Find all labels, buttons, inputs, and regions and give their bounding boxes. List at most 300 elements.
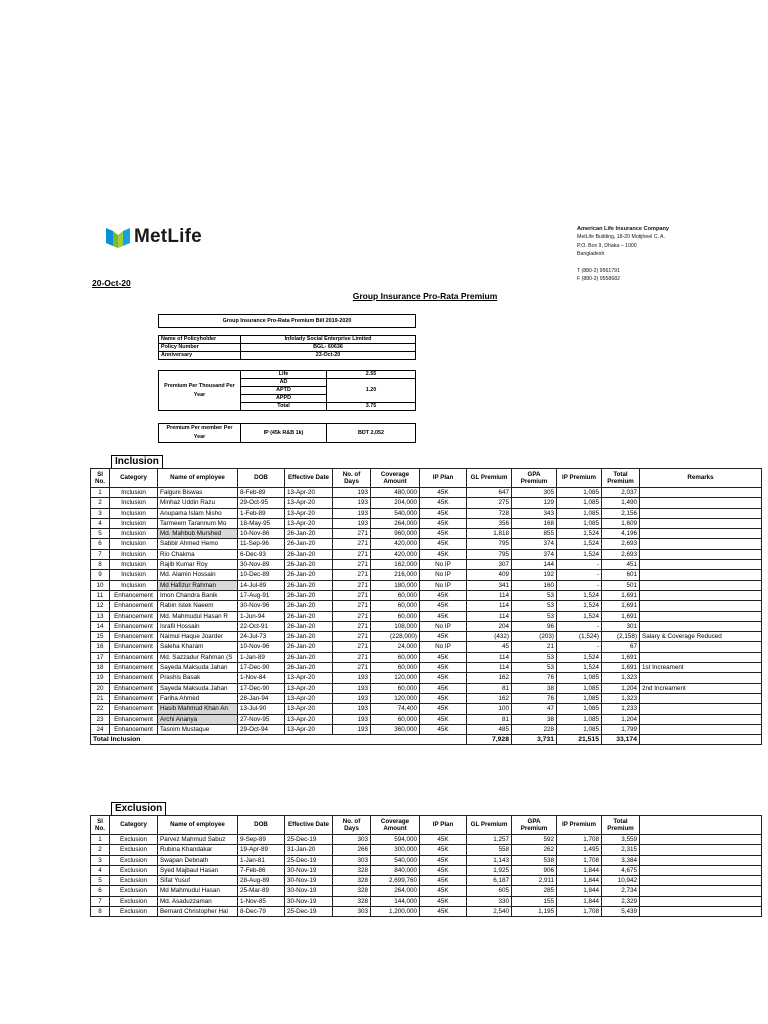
cell-remarks: 2nd Increament <box>640 683 762 693</box>
cell-coverage-amount: 2,699,760 <box>371 876 420 886</box>
cell-sl-no: 1 <box>91 835 110 845</box>
cell-effective-date: 13-Apr-20 <box>285 498 333 508</box>
cell-total-premium: 3,384 <box>602 855 640 865</box>
cell-ip-plan: 45K <box>420 845 467 855</box>
cell-ip-plan: 45K <box>420 704 467 714</box>
cell-employee-name: Archi Ananya <box>158 714 238 724</box>
cell-dob: 29-Oct-94 <box>238 724 285 734</box>
cell-remarks <box>640 518 762 528</box>
header-sl-no: Sl No. <box>91 469 110 488</box>
cell-category: Inclusion <box>110 549 158 559</box>
cell-employee-name: Bernard Christopher Hal <box>158 907 238 917</box>
exclusion-section-label: Exclusion <box>111 802 166 816</box>
cell-effective-date: 13-Apr-20 <box>285 693 333 703</box>
cell-employee-name: Parvez Mahmud Sabuz <box>158 835 238 845</box>
cell-effective-date: 25-Dec-19 <box>285 855 333 865</box>
cell-gl-premium: 114 <box>467 663 512 673</box>
cell-coverage-amount: 120,000 <box>371 693 420 703</box>
table-row <box>91 704 762 714</box>
cell-gpa-premium: 53 <box>512 611 557 621</box>
cell-coverage-amount: (228,000) <box>371 632 420 642</box>
cell-ip-plan: No IP <box>420 560 467 570</box>
cell-effective-date: 26-Jan-20 <box>285 560 333 570</box>
cell-sl-no: 22 <box>91 704 110 714</box>
cell-coverage-amount: 840,000 <box>371 865 420 875</box>
cell-dob: 30-Nov-89 <box>238 560 285 570</box>
cell-no-of-days: 271 <box>333 570 371 580</box>
table-row <box>91 632 762 642</box>
cell-remarks <box>640 498 762 508</box>
cell-gl-premium: 275 <box>467 498 512 508</box>
cell-total-premium: 1,233 <box>602 704 640 714</box>
cell-ip-plan: 45K <box>420 498 467 508</box>
cell-gpa-premium: 305 <box>512 488 557 498</box>
cell-sl-no: 3 <box>91 508 110 518</box>
cell-effective-date: 13-Apr-20 <box>285 518 333 528</box>
cell-coverage-amount: 60,000 <box>371 611 420 621</box>
cell-gpa-premium: 285 <box>512 886 557 896</box>
cell-effective-date: 26-Jan-20 <box>285 621 333 631</box>
cell-ip-plan: No IP <box>420 570 467 580</box>
cell-effective-date: 26-Jan-20 <box>285 642 333 652</box>
cell-gl-premium: 45 <box>467 642 512 652</box>
cell-sl-no: 6 <box>91 886 110 896</box>
cell-dob: 14-Jul-89 <box>238 580 285 590</box>
cell-effective-date: 30-Nov-19 <box>285 896 333 906</box>
cell-dob: 24-Jul-73 <box>238 632 285 642</box>
cell-category: Exclusion <box>110 907 158 917</box>
cell-category: Enhancement <box>110 642 158 652</box>
cell-remarks <box>640 865 762 875</box>
header-total-premium: Total Premium <box>602 469 640 488</box>
cell-gl-premium: 162 <box>467 693 512 703</box>
cell-remarks <box>640 549 762 559</box>
table-row <box>91 621 762 631</box>
total-ip-premium: 21,515 <box>557 735 602 745</box>
cell-coverage-amount: 420,000 <box>371 539 420 549</box>
cell-remarks <box>640 835 762 845</box>
cell-no-of-days: 193 <box>333 673 371 683</box>
cell-dob: 1-Nov-84 <box>238 673 285 683</box>
cell-no-of-days: 271 <box>333 621 371 631</box>
table-row <box>91 855 762 865</box>
cell-sl-no: 4 <box>91 518 110 528</box>
cell-sl-no: 6 <box>91 539 110 549</box>
cell-effective-date: 25-Dec-19 <box>285 835 333 845</box>
inclusion-header-row <box>91 469 762 488</box>
cell-no-of-days: 328 <box>333 896 371 906</box>
cell-no-of-days: 193 <box>333 714 371 724</box>
cell-effective-date: 26-Jan-20 <box>285 549 333 559</box>
cell-remarks: 1st Increament <box>640 663 762 673</box>
cell-total-premium: 1,323 <box>602 693 640 703</box>
cell-ip-plan: 45K <box>420 549 467 559</box>
cell-coverage-amount: 74,400 <box>371 704 420 714</box>
cell-ip-plan: 45K <box>420 663 467 673</box>
cell-remarks: Salary & Coverage Reduced <box>640 632 762 642</box>
table-row <box>91 601 762 611</box>
table-row <box>91 560 762 570</box>
policy-value: 23-Oct-20 <box>241 352 416 360</box>
cell-gpa-premium: 47 <box>512 704 557 714</box>
cell-remarks <box>640 611 762 621</box>
cell-ip-plan: 45K <box>420 508 467 518</box>
cell-gl-premium: 6,187 <box>467 876 512 886</box>
cell-sl-no: 8 <box>91 907 110 917</box>
cell-effective-date: 13-Apr-20 <box>285 683 333 693</box>
rate-value: 1.20 <box>327 379 416 403</box>
cell-coverage-amount: 420,000 <box>371 549 420 559</box>
cell-employee-name: Swapan Debnath <box>158 855 238 865</box>
cell-total-premium: 2,329 <box>602 896 640 906</box>
cell-effective-date: 31-Jan-20 <box>285 845 333 855</box>
cell-employee-name: Md Hafizur Rahman <box>158 580 238 590</box>
cell-no-of-days: 328 <box>333 886 371 896</box>
cell-gpa-premium: 96 <box>512 621 557 631</box>
address-line: MetLife Building, 18-20 Motijheel C. A. <box>577 234 665 241</box>
cell-total-premium: 1,799 <box>602 724 640 734</box>
cell-employee-name: Fariha Ahmed <box>158 693 238 703</box>
cell-no-of-days: 271 <box>333 601 371 611</box>
cell-coverage-amount: 1,200,000 <box>371 907 420 917</box>
header-ip-premium: IP Premium <box>557 816 602 835</box>
cell-no-of-days: 271 <box>333 632 371 642</box>
cell-total-premium: 3,559 <box>602 835 640 845</box>
cell-effective-date: 13-Apr-20 <box>285 488 333 498</box>
cell-ip-plan: 45K <box>420 835 467 845</box>
cell-total-premium: 2,734 <box>602 886 640 896</box>
cell-dob: 6-Dec-93 <box>238 549 285 559</box>
total-gl-premium: 7,928 <box>467 735 512 745</box>
cell-category: Inclusion <box>110 570 158 580</box>
cell-gl-premium: 114 <box>467 601 512 611</box>
cell-ip-premium: - <box>557 642 602 652</box>
cell-employee-name: Sayeda Maksuda Jahan <box>158 683 238 693</box>
policy-value: Infolady Social Enterprise Limited <box>241 336 416 344</box>
cell-gpa-premium: 38 <box>512 714 557 724</box>
rate-name: APTD <box>241 387 327 395</box>
cell-coverage-amount: 60,000 <box>371 601 420 611</box>
cell-effective-date: 13-Apr-20 <box>285 508 333 518</box>
cell-no-of-days: 328 <box>333 865 371 875</box>
cell-gl-premium: 605 <box>467 886 512 896</box>
cell-ip-premium: 1,085 <box>557 673 602 683</box>
cell-ip-premium: 1,085 <box>557 724 602 734</box>
cell-dob: 17-Aug-91 <box>238 590 285 600</box>
cell-gpa-premium: 192 <box>512 570 557 580</box>
cell-total-premium: 1,691 <box>602 611 640 621</box>
table-row <box>91 652 762 662</box>
cell-dob: 1-Jan-81 <box>238 855 285 865</box>
table-row <box>91 673 762 683</box>
cell-effective-date: 26-Jan-20 <box>285 601 333 611</box>
cell-gpa-premium: 538 <box>512 855 557 865</box>
policy-row <box>159 352 416 360</box>
cell-ip-premium: - <box>557 560 602 570</box>
cell-dob: 8-Dec-79 <box>238 907 285 917</box>
cell-no-of-days: 271 <box>333 590 371 600</box>
premium-per-thousand-box <box>158 370 416 411</box>
cell-ip-premium: 1,708 <box>557 855 602 865</box>
cell-ip-premium: 1,708 <box>557 907 602 917</box>
cell-employee-name: Tarmeem Tarannum Mo <box>158 518 238 528</box>
cell-effective-date: 25-Dec-19 <box>285 907 333 917</box>
cell-employee-name: Sabbir Ahmed Hemo <box>158 539 238 549</box>
cell-sl-no: 4 <box>91 865 110 875</box>
cell-category: Inclusion <box>110 580 158 590</box>
cell-sl-no: 13 <box>91 611 110 621</box>
cell-remarks <box>640 855 762 865</box>
cell-effective-date: 13-Apr-20 <box>285 724 333 734</box>
policy-label: Anniversary <box>159 352 241 360</box>
rate-name: AD <box>241 379 327 387</box>
cell-gl-premium: 100 <box>467 704 512 714</box>
cell-category: Enhancement <box>110 590 158 600</box>
cell-sl-no: 1 <box>91 488 110 498</box>
cell-remarks <box>640 886 762 896</box>
cell-dob: 18-May-95 <box>238 518 285 528</box>
cell-no-of-days: 271 <box>333 560 371 570</box>
header-ip-premium: IP Premium <box>557 469 602 488</box>
total-row <box>91 735 762 745</box>
address-line: P.O. Box 9, Dhaka – 1000 <box>577 242 637 249</box>
cell-remarks <box>640 652 762 662</box>
phone-line: T (880-2) 9561791 <box>577 268 620 275</box>
table-row <box>91 590 762 600</box>
cell-gl-premium: 341 <box>467 580 512 590</box>
cell-total-premium: 1,691 <box>602 652 640 662</box>
policy-value: BGL- 60636 <box>241 344 416 352</box>
cell-sl-no: 3 <box>91 855 110 865</box>
cell-ip-premium: 1,524 <box>557 611 602 621</box>
cell-no-of-days: 193 <box>333 518 371 528</box>
table-row <box>91 508 762 518</box>
cell-ip-premium: 1,844 <box>557 865 602 875</box>
table-row <box>91 549 762 559</box>
cell-employee-name: Imon Chandra Banik <box>158 590 238 600</box>
cell-gpa-premium: 53 <box>512 652 557 662</box>
cell-category: Enhancement <box>110 683 158 693</box>
cell-coverage-amount: 360,000 <box>371 724 420 734</box>
cell-ip-premium: (1,524) <box>557 632 602 642</box>
cell-ip-premium: - <box>557 621 602 631</box>
header-category: Category <box>110 816 158 835</box>
cell-no-of-days: 266 <box>333 845 371 855</box>
cell-ip-plan: 45K <box>420 683 467 693</box>
rate-name: Total <box>241 403 327 411</box>
cell-ip-plan: 45K <box>420 865 467 875</box>
table-row <box>91 539 762 549</box>
header-gl-premium: GL Premium <box>467 816 512 835</box>
cell-total-premium: 2,693 <box>602 539 640 549</box>
cell-ip-premium: 1,708 <box>557 835 602 845</box>
table-row <box>91 570 762 580</box>
cell-remarks <box>640 539 762 549</box>
cell-gpa-premium: 262 <box>512 845 557 855</box>
cell-gpa-premium: 160 <box>512 580 557 590</box>
premium-per-thousand-label: Premium Per Thousand Per Year <box>159 371 241 411</box>
cell-dob: 22-Oct-91 <box>238 621 285 631</box>
header-effective-date: Effective Date <box>285 469 333 488</box>
cell-gpa-premium: 228 <box>512 724 557 734</box>
cell-no-of-days: 303 <box>333 835 371 845</box>
cell-no-of-days: 271 <box>333 652 371 662</box>
cell-ip-premium: 1,524 <box>557 652 602 662</box>
cell-total-premium: 1,609 <box>602 518 640 528</box>
fax-line: F (880-2) 9558682 <box>577 276 620 283</box>
table-row <box>91 488 762 498</box>
cell-effective-date: 26-Jan-20 <box>285 590 333 600</box>
cell-coverage-amount: 204,000 <box>371 498 420 508</box>
exclusion-table <box>90 815 762 917</box>
table-row <box>91 886 762 896</box>
cell-total-premium: 1,204 <box>602 714 640 724</box>
table-row <box>91 663 762 673</box>
cell-employee-name: Md Mahmudul Hasan <box>158 886 238 896</box>
company-address <box>577 225 669 284</box>
cell-ip-plan: 45K <box>420 876 467 886</box>
cell-gl-premium: 2,540 <box>467 907 512 917</box>
cell-gl-premium: (432) <box>467 632 512 642</box>
cell-no-of-days: 193 <box>333 724 371 734</box>
cell-dob: 30-Nov-96 <box>238 601 285 611</box>
cell-ip-plan: 45K <box>420 488 467 498</box>
cell-ip-premium: 1,085 <box>557 508 602 518</box>
cell-category: Exclusion <box>110 896 158 906</box>
cell-category: Enhancement <box>110 724 158 734</box>
cell-effective-date: 30-Nov-19 <box>285 886 333 896</box>
cell-total-premium: 501 <box>602 580 640 590</box>
cell-category: Inclusion <box>110 560 158 570</box>
cell-ip-premium: 1,085 <box>557 518 602 528</box>
cell-remarks <box>640 896 762 906</box>
document-date: 20-Oct-20 <box>92 278 131 288</box>
cell-sl-no: 2 <box>91 498 110 508</box>
cell-ip-premium: 1,844 <box>557 896 602 906</box>
cell-ip-premium: 1,524 <box>557 590 602 600</box>
cell-effective-date: 26-Jan-20 <box>285 632 333 642</box>
metlife-logo-icon <box>106 226 130 248</box>
cell-gpa-premium: 38 <box>512 683 557 693</box>
cell-category: Enhancement <box>110 621 158 631</box>
document-title: Group Insurance Pro-Rata Premium <box>352 291 498 301</box>
table-row <box>91 529 762 539</box>
cell-dob: 10-Dec-89 <box>238 570 285 580</box>
cell-gpa-premium: 168 <box>512 518 557 528</box>
cell-effective-date: 30-Nov-19 <box>285 876 333 886</box>
cell-category: Enhancement <box>110 611 158 621</box>
cell-ip-plan: 45K <box>420 652 467 662</box>
cell-total-premium: 1,691 <box>602 663 640 673</box>
cell-coverage-amount: 594,000 <box>371 835 420 845</box>
cell-gl-premium: 409 <box>467 570 512 580</box>
cell-gl-premium: 81 <box>467 683 512 693</box>
cell-gpa-premium: 53 <box>512 590 557 600</box>
cell-sl-no: 5 <box>91 876 110 886</box>
cell-dob: 17-Dec-90 <box>238 683 285 693</box>
cell-coverage-amount: 120,000 <box>371 673 420 683</box>
cell-total-premium: 4,675 <box>602 865 640 875</box>
table-row <box>91 896 762 906</box>
cell-no-of-days: 271 <box>333 663 371 673</box>
cell-no-of-days: 271 <box>333 580 371 590</box>
cell-total-premium: 2,156 <box>602 508 640 518</box>
cell-category: Enhancement <box>110 704 158 714</box>
cell-total-premium: 10,942 <box>602 876 640 886</box>
cell-category: Enhancement <box>110 652 158 662</box>
cell-remarks <box>640 673 762 683</box>
cell-ip-premium: 1,524 <box>557 601 602 611</box>
header-remarks: Remarks <box>640 469 762 488</box>
cell-coverage-amount: 216,000 <box>371 570 420 580</box>
premium-per-member-value: BDT 2,052 <box>327 424 416 443</box>
cell-ip-plan: 45K <box>420 724 467 734</box>
cell-coverage-amount: 60,000 <box>371 714 420 724</box>
cell-ip-plan: 45K <box>420 611 467 621</box>
table-row <box>91 724 762 734</box>
cell-category: Inclusion <box>110 508 158 518</box>
cell-gpa-premium: 1,195 <box>512 907 557 917</box>
table-row <box>91 876 762 886</box>
cell-sl-no: 16 <box>91 642 110 652</box>
cell-remarks <box>640 845 762 855</box>
company-name: American Life Insurance Company <box>577 226 670 232</box>
cell-dob: 29-Oct-95 <box>238 498 285 508</box>
cell-ip-plan: 45K <box>420 632 467 642</box>
cell-gpa-premium: 855 <box>512 529 557 539</box>
cell-gpa-premium: 592 <box>512 835 557 845</box>
cell-employee-name: Sifat Yusuf <box>158 876 238 886</box>
cell-ip-plan: 45K <box>420 673 467 683</box>
cell-ip-plan: 45K <box>420 518 467 528</box>
cell-total-premium: 301 <box>602 621 640 631</box>
cell-coverage-amount: 540,000 <box>371 508 420 518</box>
cell-coverage-amount: 960,000 <box>371 529 420 539</box>
cell-gl-premium: 1,257 <box>467 835 512 845</box>
cell-ip-plan: 45K <box>420 896 467 906</box>
cell-gl-premium: 81 <box>467 714 512 724</box>
cell-gl-premium: 114 <box>467 611 512 621</box>
rate-name: APPD <box>241 395 327 403</box>
cell-coverage-amount: 144,000 <box>371 896 420 906</box>
cell-coverage-amount: 300,000 <box>371 845 420 855</box>
cell-no-of-days: 328 <box>333 876 371 886</box>
table-row <box>91 865 762 875</box>
cell-category: Exclusion <box>110 835 158 845</box>
cell-gl-premium: 114 <box>467 652 512 662</box>
cell-category: Exclusion <box>110 886 158 896</box>
cell-sl-no: 7 <box>91 896 110 906</box>
header-employee-name: Name of employee <box>158 816 238 835</box>
cell-no-of-days: 271 <box>333 539 371 549</box>
cell-employee-name: Md. Mahmudul Hasan R <box>158 611 238 621</box>
cell-total-premium: 4,196 <box>602 529 640 539</box>
cell-gpa-premium: 76 <box>512 693 557 703</box>
header-sl-no: Sl No. <box>91 816 110 835</box>
cell-remarks <box>640 907 762 917</box>
cell-sl-no: 2 <box>91 845 110 855</box>
cell-dob: 19-Apr-89 <box>238 845 285 855</box>
inclusion-table <box>90 468 762 745</box>
cell-category: Enhancement <box>110 714 158 724</box>
cell-effective-date: 26-Jan-20 <box>285 570 333 580</box>
cell-gpa-premium: 53 <box>512 663 557 673</box>
header-no-of-days: No. of Days <box>333 469 371 488</box>
table-row <box>91 580 762 590</box>
premium-plan: IP (45k R&B 1k) <box>241 424 327 443</box>
total-remarks <box>640 735 762 745</box>
cell-employee-name: Minhaz Uddin Razu <box>158 498 238 508</box>
